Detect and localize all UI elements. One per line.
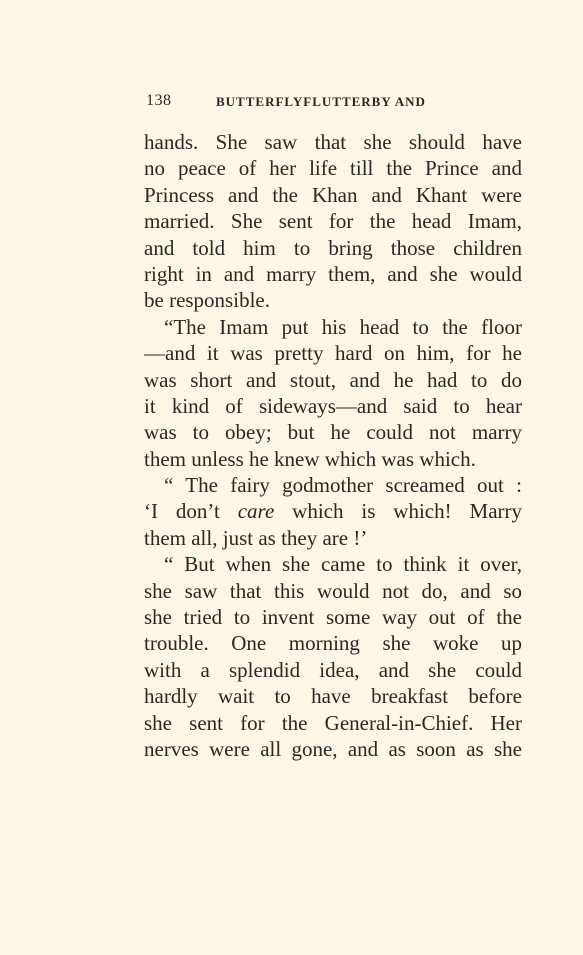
- text-line: was to obey; but he could not marry: [144, 420, 522, 445]
- running-head: BUTTERFLYFLUTTERBY AND: [216, 94, 426, 109]
- text-line: married. She sent for the head Imam,: [144, 209, 522, 234]
- text-line: —and it was pretty hard on him, for he: [144, 341, 522, 366]
- text-line: them all, just as they are !’: [144, 525, 368, 550]
- emphasized-word: care: [237, 499, 275, 524]
- text-line: she sent for the General-in-Chief. Her: [144, 710, 522, 735]
- text-line: hardly wait to have breakfast before: [144, 684, 522, 709]
- text-line: trouble. One morning she woke up: [144, 631, 522, 656]
- text-line: with a splendid idea, and she could: [144, 657, 522, 682]
- text-line: “ But when she came to think it over,: [164, 552, 522, 577]
- text-line: she saw that this would not do, and so: [144, 578, 522, 603]
- text-line: “ The fairy godmother screamed out :: [164, 473, 522, 498]
- page-number: 138: [146, 92, 172, 109]
- body-text: [144, 129, 522, 762]
- text-segment: which is which! Marry: [274, 499, 522, 524]
- text-line: be responsible.: [144, 288, 270, 313]
- text-line: hands. She saw that she should have: [144, 130, 522, 154]
- text-line: was short and stout, and he had to do: [144, 367, 522, 392]
- page-header: [146, 92, 526, 112]
- text-line: nerves were all gone, and as soon as she: [144, 736, 522, 761]
- text-line: she tried to invent some way out of the: [144, 605, 522, 630]
- text-line: no peace of her life till the Prince and: [144, 156, 522, 181]
- text-line: “The Imam put his head to the floor: [164, 314, 522, 339]
- text-line: them unless he knew which was which.: [144, 446, 476, 471]
- text-line: right in and marry them, and she would: [144, 261, 522, 286]
- text-line: and told him to bring those children: [144, 235, 522, 260]
- text-line: [144, 498, 522, 524]
- text-line: Princess and the Khan and Khant were: [144, 182, 522, 207]
- text-line: it kind of sideways—and said to hear: [144, 393, 522, 418]
- text-segment: ‘I don’t: [144, 499, 238, 524]
